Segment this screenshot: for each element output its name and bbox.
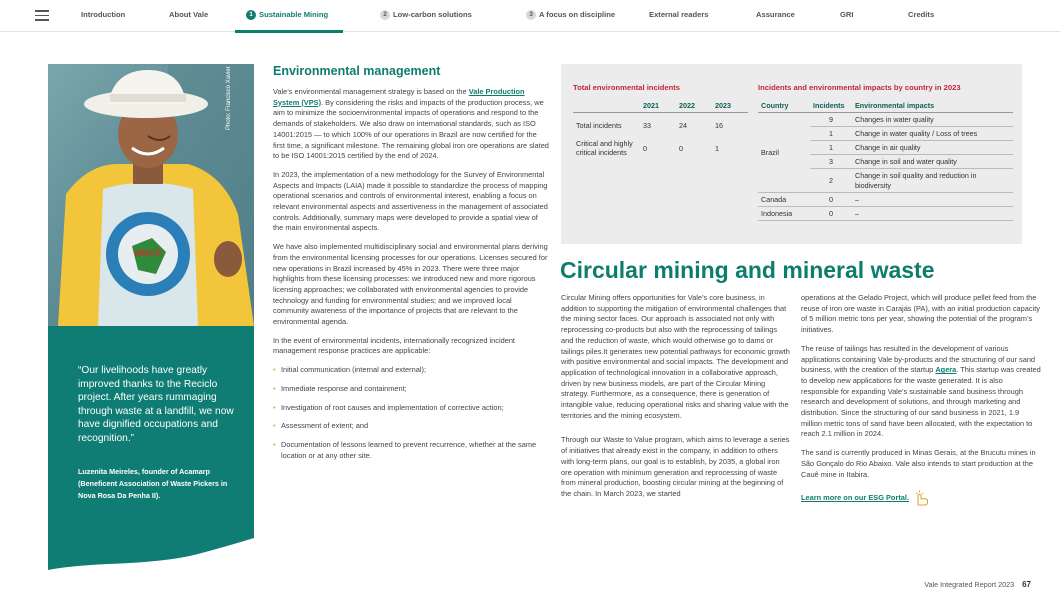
- incidents-panel: [561, 64, 1022, 244]
- paragraph: Circular Mining offers opportunities for Vale’s core business, in addition to supporting the mitigation of environmental challenges that the mining sector faces. Our approach is associated not only with reprocessing co-products but also with the reprocessing of tailings and the reduction of waste, which would otherwise go to dams or tailings piles.It generates new potential pathways for economic growth with positive environmental and social impacts. The development and application of technological innovation in a collaborative approach, driven by new business models, are part of the Circular Mining strategy. Furthermore, as a consequence, there is generation of intangible value, reducing operational risks and sharing value with the territories and the mining ecosystem.: [561, 293, 790, 420]
- column-header: Incidents: [810, 99, 852, 113]
- section-heading-environmental-management: Environmental management: [273, 64, 441, 78]
- table-row: Critical and highly critical incidents 0 0 1: [576, 139, 719, 157]
- menu-icon[interactable]: [35, 10, 49, 21]
- table-row: 2 Change in soil quality and reduction in biodiversity: [758, 169, 1013, 193]
- table-title-total-incidents: Total environmental incidents: [573, 83, 681, 92]
- table-row: 1 Change in air quality: [758, 141, 1013, 155]
- paragraph: The sand is currently produced in Minas Gerais, at the Brucutu mines in São Gonçalo do Rio Abaixo. Vale also intends to start production at the Cauê mine in Itabira.: [801, 448, 1036, 479]
- table-row: Total incidents 33 24 16: [576, 121, 723, 130]
- quote-attribution: Luzenita Meireles, founder of Acamarp (Beneficent Association of Waste Pickers in Nova Rosa Da Penha II).: [78, 467, 228, 500]
- esg-portal-link[interactable]: Learn more on our ESG Portal.: [801, 493, 910, 503]
- nav-number-badge: 1: [246, 10, 256, 20]
- nav-focus-on-discipline[interactable]: 3 A focus on discipline: [526, 10, 615, 20]
- table-row: Brazil 9 Changes in water quality: [758, 113, 1013, 127]
- paragraph: We have also implemented multidisciplinary social and environmental plans deriving from the environmental licensing processes for our operations. Licenses secured for new operations in Brazil increased by 45% in 2023. There were three major highlights from these licensing processes: we introduced new and more rigorous licensing approaches; we collaborated with environmental agencies to provide technology and funding for environmental studies; and we improved local community awareness of the importance of projects that are relevant to the environmental agenda.: [273, 242, 548, 327]
- photo-credit: Photo: Francisco Xavier: [226, 66, 232, 130]
- list-item: • Initial communication (internal and external);: [273, 365, 549, 376]
- paragraph: Through our Waste to Value program, which aims to leverage a series of initiatives that already exist in the company, in addition to others with long-term plans, our goal is to establish, by 2035, a global iron ore operation with minimum generation and reprocessing of waste from mineral production, boosting circular mining at the beginning of the chain. In March 2023, we started: [561, 435, 790, 498]
- paragraph: operations at the Gelado Project, which will produce pellet feed from the reuse of iron ore waste in Carajás (PA), with an initial production capacity of 5 million metric tons per year, showing the potential of the program’s initiatives.: [801, 293, 1040, 335]
- paragraph: Vale’s environmental management strategy is based on the Vale Production System (VPS). By considering the risks and impacts of the production process, we aim to minimize the socioenvironmental impacts of operations and respond to the demands of stakeholders. We also draw on international standards, such as ISO 14001:2015 — to which 100% of our operations in Brazil are now certified for the first time, a significant milestone. The remaining global iron ore operations are slated to be ISO 14001:2015 certified by the end of 2024.: [273, 87, 549, 161]
- table-row: 3 Change in soil and water quality: [758, 155, 1013, 169]
- circular-mining-column-1: [561, 293, 791, 508]
- quote-text: “Our livelihoods have greatly improved thanks to the Reciclo project. After years rummaging through waste at a landfill, we now have dignified occupations and recognition.”: [78, 365, 234, 444]
- pointer-hand-icon[interactable]: [913, 490, 931, 506]
- response-practices-list: [273, 365, 549, 461]
- page-number: 67: [1022, 580, 1031, 589]
- column-header: 2023: [712, 99, 748, 113]
- nav-number-badge: 3: [526, 10, 536, 20]
- column-header: 2022: [676, 99, 712, 113]
- agera-link[interactable]: Agera: [935, 365, 957, 375]
- paragraph: In the event of environmental incidents, internationally recognized incident management response practices are applicable:: [273, 335, 515, 356]
- nav-about-vale[interactable]: About Vale: [169, 10, 209, 19]
- table-row: 1 Change in water quality / Loss of trees: [758, 127, 1013, 141]
- nav-sustainable-mining[interactable]: 1 Sustainable Mining: [246, 10, 328, 20]
- list-item: • Documentation of lessons learned to prevent recurrence, whether at the same location or at any other site.: [273, 440, 549, 461]
- table-title-incidents-by-country: Incidents and environmental impacts by country in 2023: [758, 83, 961, 92]
- column-header: 2021: [640, 99, 676, 113]
- section-heading-circular-mining: Circular mining and mineral waste: [560, 257, 935, 283]
- report-title: Vale Integrated Report 2023: [924, 580, 1015, 589]
- circular-mining-column-2: [801, 293, 1041, 514]
- learn-more-row: [801, 490, 1041, 506]
- paragraph: In 2023, the implementation of a new methodology for the Survey of Environmental Aspects and Impacts (LAIA) made it possible to standardize the process of mapping operational scenarios and controls of environmental interest, enabling a focus on relevant environmental aspects and assertiveness in the management of associated controls. Additionally, summary maps were developed to provide a spatial view of the main environmental aspects.: [273, 169, 548, 233]
- quote-box: [48, 326, 254, 575]
- list-item: • Assessment of extent; and: [273, 421, 549, 432]
- incidents-by-country-table: [758, 99, 1013, 221]
- nav-external-readers[interactable]: External readers: [649, 10, 709, 19]
- table-row: Canada 0 –: [758, 193, 1013, 207]
- page-footer: [924, 580, 1031, 589]
- nav-gri[interactable]: GRI: [840, 10, 854, 19]
- nav-credits[interactable]: Credits: [908, 10, 935, 19]
- top-navigation: [0, 0, 1060, 32]
- list-item: • Investigation of root causes and implementation of corrective action;: [273, 403, 549, 414]
- column-header: Country: [758, 99, 810, 113]
- nav-number-badge: 2: [380, 10, 390, 20]
- total-incidents-table: [573, 99, 748, 159]
- shirt-logo-text: MNCR: [134, 248, 162, 258]
- table-row: Indonesia 0 –: [758, 207, 1013, 221]
- paragraph: The reuse of tailings has resulted in the development of various applications containing Vale by-products and the structuring of our sand business, with the creation of the startup Agera. This startup was created to develop new applications for the waste generated. It is also responsible for expanding Vale’s sustainable sand business through research and development of solutions, and through marketing and distribution. Since the structuring of our sand business in 2021, 1.9 million metric tons of sand have been allocated, with the expectation to reach 2.1 million in 2024.: [801, 343, 1041, 439]
- list-item: • Immediate response and containment;: [273, 384, 549, 395]
- environmental-management-text: [273, 87, 549, 469]
- column-header: Environmental impacts: [852, 99, 1013, 113]
- portrait-photo: [48, 64, 254, 326]
- nav-low-carbon-solutions[interactable]: 2 Low-carbon solutions: [380, 10, 472, 20]
- vps-link[interactable]: Vale Production System (VPS): [273, 87, 525, 107]
- nav-introduction[interactable]: Introduction: [81, 10, 126, 19]
- nav-assurance[interactable]: Assurance: [756, 10, 795, 19]
- active-tab-indicator: [235, 30, 343, 33]
